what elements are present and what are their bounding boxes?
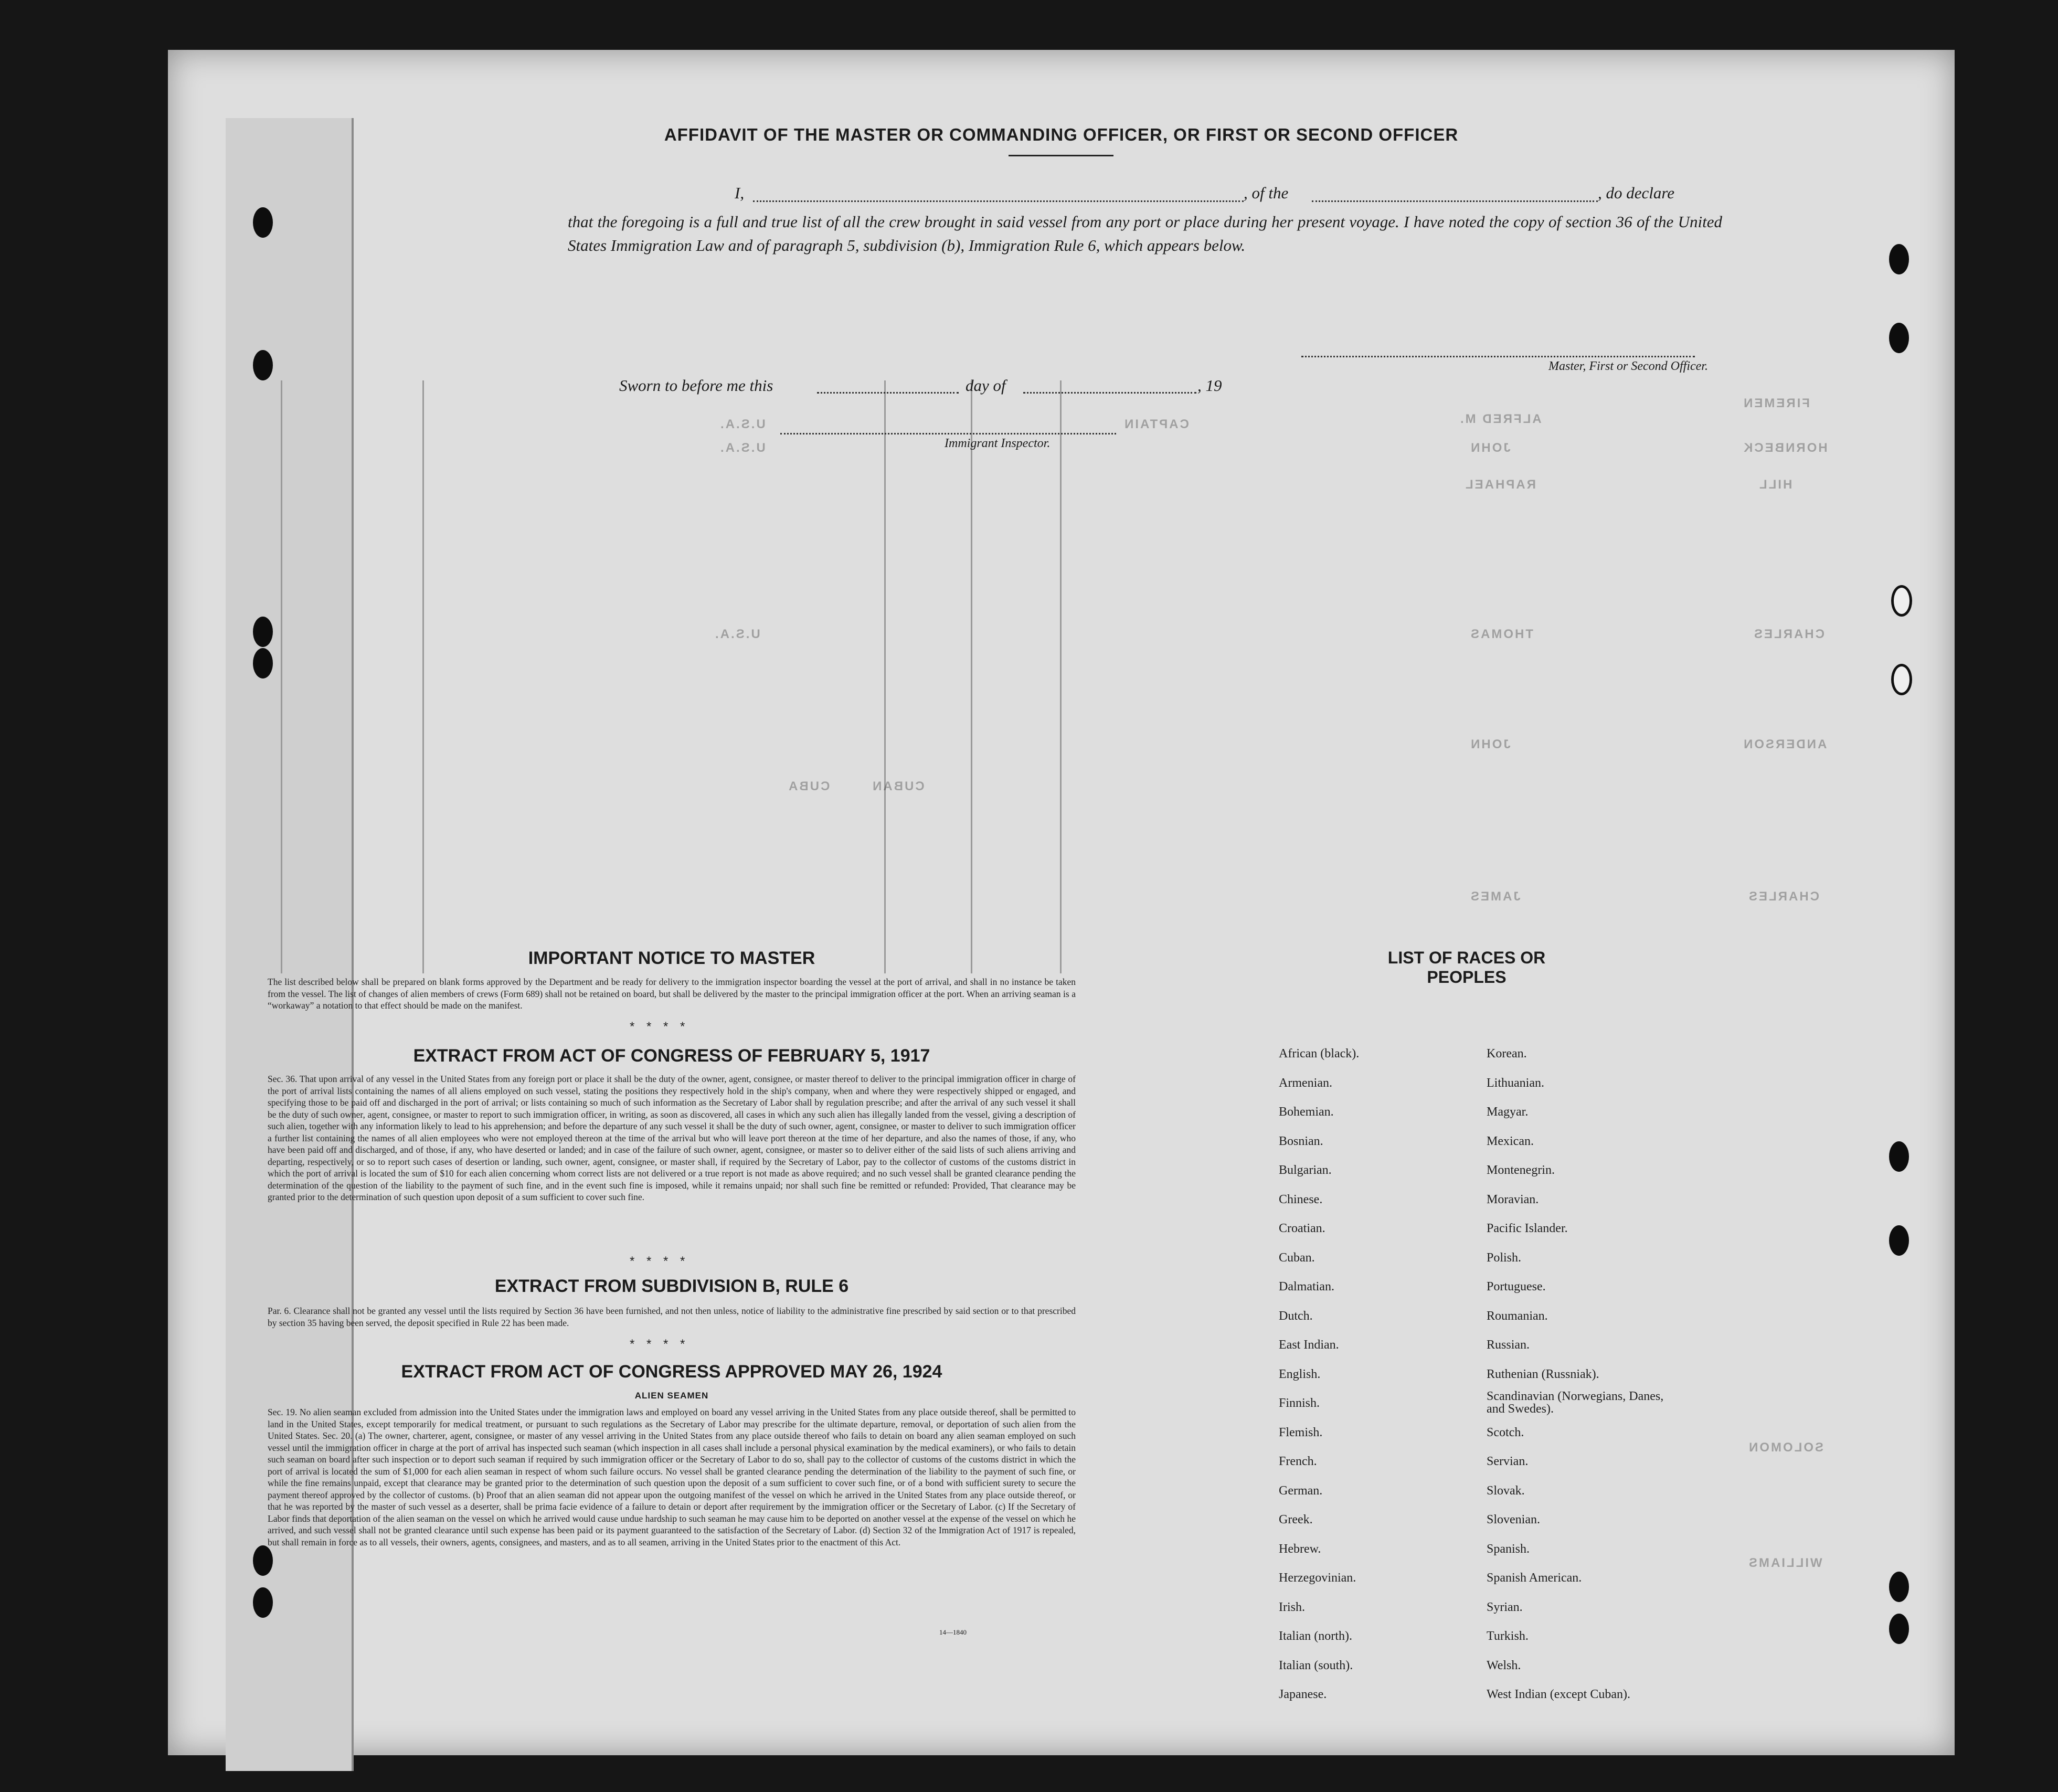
binder-hole [1891, 585, 1912, 617]
day-of-label: day of [966, 376, 1006, 395]
binder-hole [253, 1587, 273, 1618]
left-race-item: Bulgarian. [1279, 1163, 1332, 1177]
inspector-label: Immigrant Inspector. [945, 437, 1051, 450]
bleed-through-text: WILLIAMS [1747, 1556, 1822, 1570]
bleed-through-text: JAMES [1469, 889, 1521, 904]
left-race-item: Hebrew. [1279, 1542, 1321, 1556]
bleed-through-text: RAPHAEL [1464, 478, 1536, 492]
bleed-through-text: THOMAS [1469, 627, 1533, 641]
left-race-item: Croatian. [1279, 1222, 1325, 1235]
left-race-item: German. [1279, 1483, 1323, 1498]
right-race-item: Roumanian. [1487, 1309, 1548, 1323]
extract-1924-subtitle: ALIEN SEAMEN [634, 1391, 709, 1401]
extract-1917-stars: * * * * [630, 1254, 689, 1268]
bleed-through-text: U.S.A. [719, 417, 766, 431]
binder-hole [1889, 323, 1909, 353]
right-race-item: Servian. [1487, 1455, 1529, 1468]
sworn-day-blank [817, 392, 959, 394]
left-race-item: Bohemian. [1279, 1105, 1334, 1119]
binder-hole [1891, 664, 1912, 695]
right-race-item: Pacific Islander. [1487, 1222, 1568, 1235]
right-race-item: Turkish. [1487, 1629, 1529, 1643]
binder-hole [253, 617, 273, 647]
left-race-item: Japanese. [1279, 1688, 1327, 1701]
affidavit-statement: that the foregoing is a full and true list of all the crew brought in said vessel from any port or place during her present voyage. I have noted the copy of section 36 of the United States Immigration Law and of paragraph 5, subdivision (b), Immigration Rule 6, which appears below. [568, 213, 1722, 255]
right-race-item: West Indian (except Cuban). [1487, 1688, 1630, 1701]
right-race-item: Korean. [1487, 1047, 1527, 1061]
column-rule [884, 380, 886, 973]
binder-hole [253, 350, 273, 380]
master-signature-label: Master, First or Second Officer. [1548, 359, 1708, 373]
binder-hole [1889, 244, 1909, 274]
bleed-through-text: CAPTAIN [1123, 417, 1189, 431]
affidavit-title: AFFIDAVIT OF THE MASTER OR COMMANDING OFFICER, OR FIRST OR SECOND OFFICER [664, 125, 1459, 144]
right-race-item: Slovak. [1487, 1483, 1525, 1498]
extract-rule6-title: EXTRACT FROM SUBDIVISION B, RULE 6 [494, 1276, 849, 1296]
right-race-item: Mexican. [1487, 1134, 1534, 1148]
left-race-item: Dutch. [1279, 1309, 1313, 1323]
affidavit-of-the-label: , of the [1244, 184, 1289, 202]
sworn-label: Sworn to before me this [619, 376, 773, 395]
bleed-through-text: FIREMEN [1742, 396, 1810, 410]
affidavit-declare-label: , do declare [1598, 184, 1675, 202]
left-race-item: French. [1279, 1455, 1317, 1468]
left-race-item: Armenian. [1279, 1076, 1332, 1090]
extract-rule6-stars: * * * * [630, 1337, 689, 1351]
left-race-item: Chinese. [1279, 1192, 1323, 1206]
document-page [168, 50, 1955, 1755]
right-race-item: Welsh. [1487, 1658, 1521, 1672]
form-id: 14—1840 [939, 1628, 967, 1636]
sworn-month-blank [1023, 392, 1196, 394]
notice-title: IMPORTANT NOTICE TO MASTER [528, 948, 815, 968]
left-race-item: Herzegovinian. [1279, 1571, 1356, 1585]
bleed-through-text: JOHN [1469, 441, 1511, 455]
right-race-item: Scandinavian (Norwegians, Danes, and Swedes). [1487, 1390, 1664, 1416]
extract-1917-title: EXTRACT FROM ACT OF CONGRESS OF FEBRUARY 5, 1917 [413, 1046, 930, 1066]
right-race-item: Scotch. [1487, 1425, 1524, 1439]
bleed-through-text: JOHN [1469, 737, 1511, 751]
column-rule [971, 380, 972, 973]
right-race-item: Magyar. [1487, 1105, 1529, 1119]
bleed-through-text: ALFRED M. [1459, 412, 1542, 426]
extract-1917-text: Sec. 36. That upon arrival of any vessel in the United States from any foreign port or place it shall be the duty of the owner, agent, consignee, or master thereof to deliver to the principal immigration officer in charge of the port of arrival lists containing the names of all aliens employed on such vessel, stating the positions they respectively hold in the ship's company, when and where they were respectively shipped or engaged, and specifying those to be paid off and discharged in the port of arrival; or lists containing so much of such information as the Secretary of Labor shall by regulation prescribe; and after the arrival of any such vessel it shall be the duty of such owner, agent, consignee, or master to report to such immigration officer, in writing, as soon as discovered, all cases in which any such alien has illegally landed from the vessel, giving a description of such alien, together with any information likely to lead to his apprehension; and before the departure of any such vessel it shall be the duty of such owner, agent, consignee, or master to deliver to such immigration officer a further list containing the names of all alien employees who were not employed thereon at the time of the arrival but who will leave port thereon at the time of her departure, and also the names of those, if any, who have been paid off and discharged, and of those, if any, who have deserted or landed; and in case of the failure of such owner, agent, consignee, or master so to deliver either of the said lists of such aliens arriving and departing, respectively, or so to report such cases of desertion or landing, such owner, agent, consignee, or master shall, if required by the Secretary of Labor, pay to the collector of customs of the customs district in which the port of arrival is located the sum of $10 for each alien concerning whom correct lists are not delivered or a true report is not made as above required; and no such vessel shall be granted clearance pending the determination of the question of the liability to the payment of such fine, and in the event such fine is imposed, while it remains unpaid; nor shall such fine be remitted or refunded: Provided, That clearance may be granted prior to the determination of such question upon deposit of a sum sufficient to cover such fine. [268, 1074, 1076, 1202]
right-race-item: Syrian. [1487, 1600, 1523, 1614]
right-race-item: Spanish American. [1487, 1571, 1582, 1585]
right-race-item: Lithuanian. [1487, 1076, 1544, 1090]
binder-hole [1889, 1614, 1909, 1644]
left-race-item: English. [1279, 1367, 1321, 1381]
binder-hole [1889, 1225, 1909, 1256]
right-race-item: Polish. [1487, 1250, 1522, 1265]
column-rule [422, 380, 424, 973]
left-race-item: Irish. [1279, 1600, 1305, 1614]
left-race-item: Finnish. [1279, 1396, 1320, 1410]
bleed-through-text: CHARLES [1753, 627, 1825, 641]
left-race-item: Dalmatian. [1279, 1280, 1334, 1293]
right-race-item: Slovenian. [1487, 1513, 1540, 1526]
left-race-item: Bosnian. [1279, 1134, 1323, 1148]
right-race-item: Montenegrin. [1487, 1163, 1555, 1177]
column-rule [281, 380, 282, 973]
left-race-item: Greek. [1279, 1513, 1313, 1526]
bleed-through-text: CHARLES [1747, 889, 1820, 904]
races-title: LIST OF RACES OR PEOPLES [1387, 948, 1546, 987]
bleed-through-text: ANDERSON [1742, 737, 1827, 751]
left-race-item: Flemish. [1279, 1425, 1323, 1439]
inspector-signature-blank [780, 433, 1116, 434]
bleed-through-text: U.S.A. [714, 627, 760, 641]
bleed-through-text: CUBAN [871, 779, 925, 793]
binder-hole [253, 1545, 273, 1576]
binder-hole [253, 648, 273, 678]
left-race-item: Cuban. [1279, 1250, 1315, 1265]
right-race-item: Russian. [1487, 1338, 1530, 1352]
right-race-item: Portuguese. [1487, 1280, 1546, 1293]
name-blank [753, 200, 1244, 202]
extract-rule6-text: Par. 6. Clearance shall not be granted any vessel until the lists required by Section 36 have been furnished, and not then unless, notice of liability to the administrative fine prescribed by said section or to that prescribed by section 35 having been served, the deposit specified in Rule 22 has been made. [268, 1306, 1076, 1328]
title-underline [1009, 155, 1113, 156]
binder-hole [1889, 1572, 1909, 1602]
bleed-through-text: HORNBECK [1742, 441, 1828, 455]
binder-hole [1889, 1141, 1909, 1172]
right-race-item: Spanish. [1487, 1542, 1530, 1556]
master-signature-blank [1301, 356, 1695, 357]
right-race-item: Moravian. [1487, 1192, 1539, 1206]
bleed-through-text: HILL [1758, 478, 1792, 492]
left-race-item: Italian (south). [1279, 1658, 1353, 1672]
binder-hole [253, 207, 273, 238]
bleed-through-text: SOLOMON [1747, 1440, 1823, 1455]
notice-text: The list described below shall be prepared on blank forms approved by the Department and be ready for delivery to the immigration inspector boarding the vessel at the port of arrival, and shall in no instance be taken from the vessel. The list of changes of alien members of crews (Form 689) shall not be retained on board, but shall be delivered by the master to the principal immigration officer at the port. When an arriving seaman is a “workaway” a notation to that effect should be made on the manifest. [268, 977, 1076, 1011]
left-race-item: Italian (north). [1279, 1629, 1352, 1643]
column-rule [1060, 380, 1062, 973]
bleed-through-text: CUBA [787, 779, 830, 793]
vessel-blank [1312, 200, 1598, 202]
notice-stars: * * * * [630, 1020, 689, 1034]
extract-1924-text: Sec. 19. No alien seaman excluded from admission into the United States under the immigration laws and employed on board any vessel arriving in the United States from any place outside thereof, shall be permitted to land in the United States, except temporarily for medical treatment, or pursuant to such regulations as the Secretary of Labor may prescribe for the ultimate departure, removal, or deportation of such alien from the United States. Sec. 20. (a) The owner, charterer, agent, consignee, or master of any vessel arriving in the United States from any place outside thereof who fails to detain on board any alien seaman employed on such vessel until the immigration officer in charge at the port of arrival has inspected such seaman (which inspection in all cases shall include a personal physical examination by the medical examiners), or who fails to detain such seaman on board after such inspection or to deport such seaman if required by such immigration officer or the Secretary of Labor to do so, shall pay to the collector of customs of the customs district in which the port of arrival is located the sum of $1,000 for each alien seaman in respect of whom such failure occurs. No vessel shall be granted clearance pending the determination of the liability to the payment of such fine, or while the fine remains unpaid, except that clearance may be granted prior to the determination of such question upon the deposit of a sum sufficient to cover such fine, or of a bond with sufficient surety to secure the payment thereof approved by the collector of customs. (b) Proof that an alien seaman did not appear upon the outgoing manifest of the vessel on which he arrived in the United States from any place outside thereof, or that he was reported by the master of such vessel as a deserter, shall be prima facie evidence of a failure to detain or deport after requirement by the immigration officer or the Secretary of Labor. (c) If the Secretary of Labor finds that deportation of the alien seaman on the vessel on which he arrived would cause undue hardship to such seaman he may cause him to be deported on another vessel at the expense of the vessel on which he arrived, and such vessel shall not be granted clearance until such expense has been paid or its payment guaranteed to the satisfaction of the Secretary of Labor. (d) Section 32 of the Immigration Act of 1917 is repealed, but shall remain in force as to all vessels, their owners, agents, consignees, and masters, and as to all seamen, arriving in the United States prior to the enactment of this Act. [268, 1407, 1076, 1547]
extract-1924-title: EXTRACT FROM ACT OF CONGRESS APPROVED MAY 26, 1924 [401, 1362, 942, 1382]
bleed-through-text: U.S.A. [719, 441, 766, 455]
left-race-item: East Indian. [1279, 1338, 1339, 1352]
right-race-item: Ruthenian (Russniak). [1487, 1367, 1599, 1381]
affidavit-i-label: I, [735, 184, 745, 202]
year-prefix: , 19 [1197, 376, 1222, 395]
left-race-item: African (black). [1279, 1047, 1360, 1061]
